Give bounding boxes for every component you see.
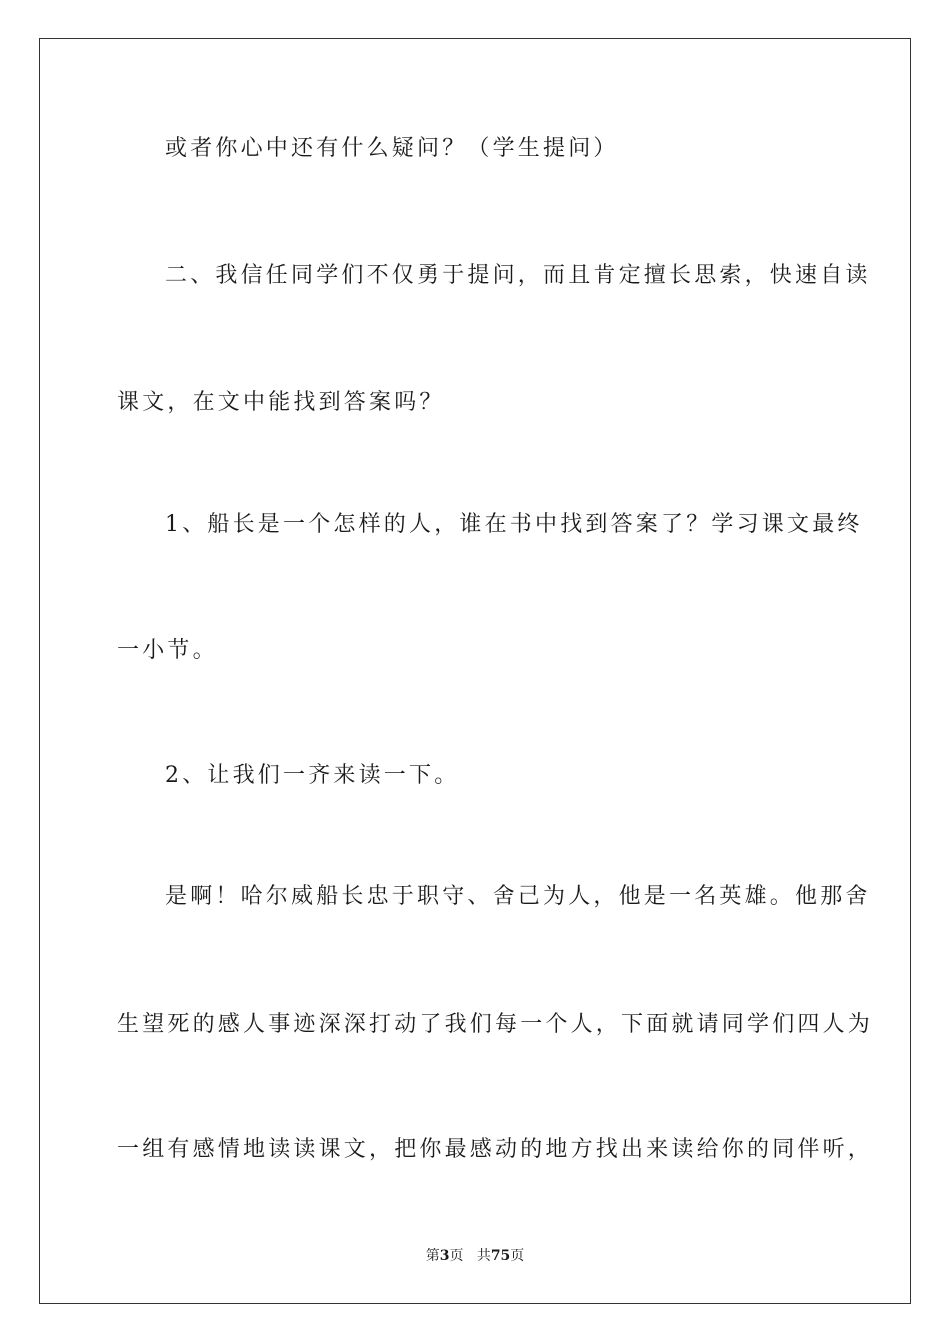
paragraph-line-2: 二、我信任同学们不仅勇于提问，而且肯定擅长思索，快速自读 bbox=[165, 263, 871, 288]
paragraph-line-6: 2、让我们一齐来读一下。 bbox=[165, 763, 460, 788]
footer-page-number: 3 bbox=[439, 1248, 450, 1264]
paragraph-line-4: 1、船长是一个怎样的人，谁在书中找到答案了？学习课文最终 bbox=[165, 512, 863, 537]
paragraph-line-1: 或者你心中还有什么疑问？（学生提问） bbox=[165, 136, 619, 161]
paragraph-line-3: 课文，在文中能找到答案吗？ bbox=[117, 390, 445, 415]
paragraph-line-5: 一小节。 bbox=[117, 638, 218, 663]
footer-total-number: 75 bbox=[490, 1248, 511, 1264]
footer-total-suffix: 页 bbox=[510, 1248, 525, 1264]
paragraph-line-7: 是啊！哈尔威船长忠于职守、舍己为人，他是一名英雄。他那舍 bbox=[165, 884, 871, 909]
footer-page-suffix: 页 bbox=[449, 1248, 464, 1264]
page-border bbox=[39, 38, 911, 1304]
page-footer bbox=[0, 1247, 950, 1265]
footer-page-prefix: 第 bbox=[425, 1248, 440, 1264]
paragraph-line-9: 一组有感情地读读课文，把你最感动的地方找出来读给你的同伴听， bbox=[117, 1137, 874, 1162]
paragraph-line-8: 生望死的感人事迹深深打动了我们每一个人，下面就请同学们四人为 bbox=[117, 1012, 874, 1037]
footer-total-prefix: 共 bbox=[476, 1248, 491, 1264]
